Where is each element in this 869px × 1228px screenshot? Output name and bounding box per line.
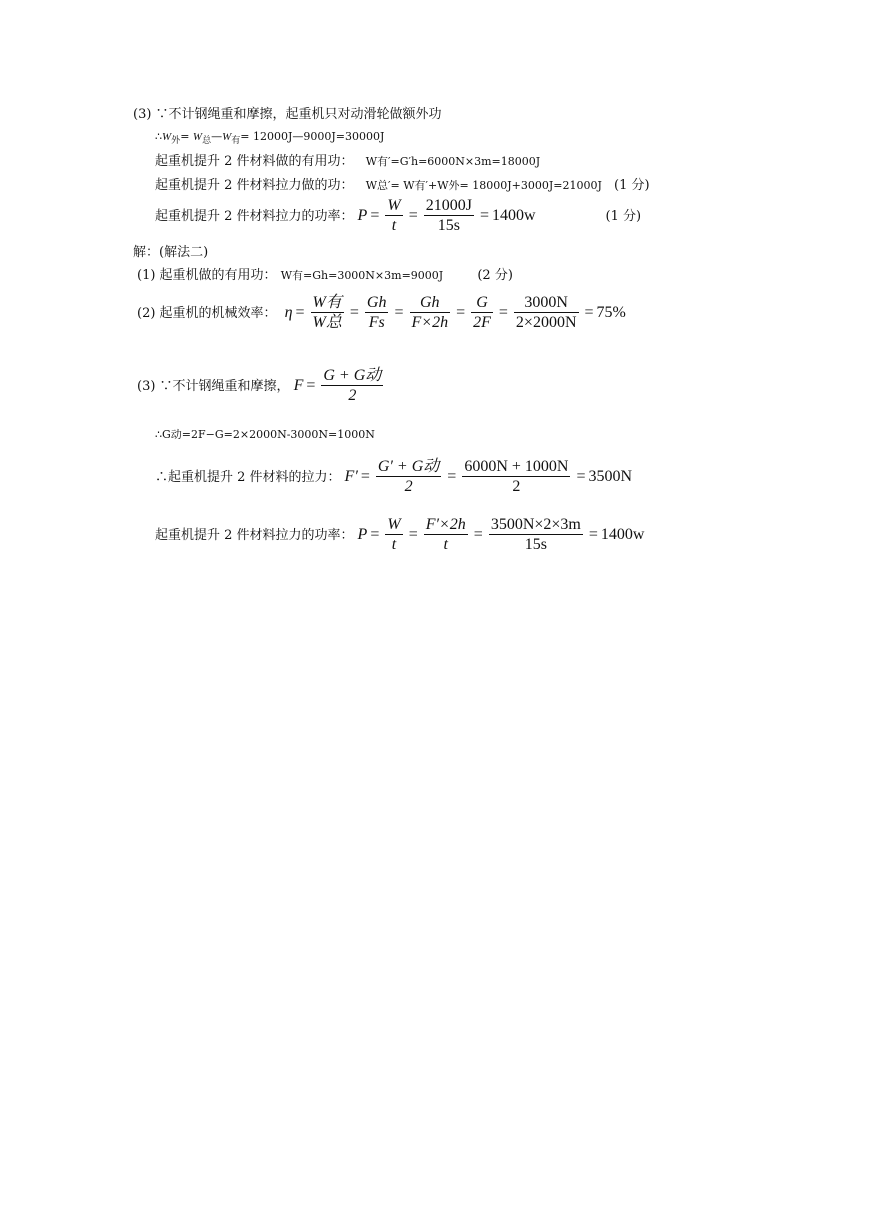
numerator: 3000N <box>514 295 579 313</box>
pull-force-line <box>155 459 632 495</box>
pull-label: ∴起重机提升 2 件材料的拉力： <box>155 469 341 485</box>
equals: = <box>456 304 466 321</box>
total-work-2-line <box>155 179 650 192</box>
minus: — <box>211 130 223 143</box>
fraction-3 <box>410 295 451 331</box>
equals: = <box>349 304 359 321</box>
equals: = <box>370 526 380 543</box>
sol2-part2-line <box>137 295 626 331</box>
denominator: Fs <box>368 314 385 331</box>
power-2-line <box>155 198 641 234</box>
equals: = <box>447 468 457 485</box>
score-mark: (2 分) <box>477 268 513 283</box>
sol2-part1-line <box>137 269 513 282</box>
equals: = <box>588 526 598 543</box>
sol1-part3-heading <box>133 108 442 121</box>
denominator: t <box>391 536 397 553</box>
pull-result: 3500N <box>588 468 633 485</box>
sub-extra: 外 <box>171 136 181 146</box>
equals: = <box>576 468 586 485</box>
denominator: t <box>391 217 397 234</box>
extra-work-value: = 12000J—9000J=30000J <box>240 130 385 143</box>
sol2-part3-line <box>137 368 386 404</box>
part1-expr: W有=Gh=3000N×3m=9000J <box>280 269 444 282</box>
sub-useful: 有 <box>231 136 241 146</box>
numerator: G <box>471 295 493 313</box>
equals: = <box>584 304 594 321</box>
numerator: W <box>387 516 401 533</box>
heading-text: (3) ∵不计钢绳重和摩擦，起重机只对动滑轮做额外功 <box>133 107 442 122</box>
w-symbol: W <box>222 131 232 143</box>
denominator: W总 <box>312 314 342 331</box>
fraction-1 <box>376 459 441 495</box>
fraction-4 <box>471 295 493 331</box>
eta-symbol: η <box>284 304 293 321</box>
f-prime-symbol: F′ <box>344 468 358 485</box>
fraction-3 <box>489 517 583 553</box>
denominator: t <box>443 536 448 553</box>
gdong-line <box>155 429 375 440</box>
numerator: 6000N + 1000N <box>464 458 569 475</box>
fraction-1 <box>385 517 402 553</box>
total-work-2-label: 起重机提升 2 件材料拉力做的功： <box>155 178 354 193</box>
fraction-f <box>321 368 383 404</box>
denominator: 2 <box>404 478 413 495</box>
denominator: 15s <box>437 217 460 234</box>
numerator: Gh <box>410 295 451 313</box>
power-2-result: 1400w <box>491 207 536 224</box>
part2-label: (2) 起重机的机械效率： <box>137 305 277 321</box>
power-result: 1400w <box>600 526 645 543</box>
score-mark: (1 分) <box>614 178 650 193</box>
equals: = <box>498 304 508 321</box>
part1-label: (1) 起重机做的有用功： <box>137 268 277 283</box>
equals: = <box>370 207 380 224</box>
denominator: 2F <box>473 314 491 331</box>
fraction-1 <box>311 295 344 331</box>
equals: = <box>408 207 418 224</box>
numerator: 21000J <box>425 197 472 214</box>
sub-total: 总 <box>202 136 212 146</box>
fraction-w-over-t <box>385 198 402 234</box>
equals: = <box>360 468 370 485</box>
fraction-2 <box>462 459 570 495</box>
fraction-values <box>424 198 474 234</box>
fraction-5 <box>514 295 579 331</box>
numerator: F′×2h <box>425 516 466 533</box>
part3-label: (3) ∵不计钢绳重和摩擦， <box>137 378 290 394</box>
efficiency-result: 75% <box>596 304 626 321</box>
denominator: 15s <box>524 536 547 553</box>
power-2-label: 起重机提升 2 件材料拉力的功率： <box>155 208 354 224</box>
sol2-heading-text: 解：(解法二) <box>133 245 209 260</box>
numerator: Gh <box>366 294 387 311</box>
power-label: 起重机提升 2 件材料拉力的功率： <box>155 527 354 543</box>
score-mark: (1 分) <box>605 208 642 224</box>
p-symbol: P <box>357 207 368 224</box>
useful-work-2-line <box>155 155 540 168</box>
w-symbol: W <box>192 131 203 143</box>
fraction-2 <box>424 517 468 553</box>
numerator: 3500N×2×3m <box>490 516 581 533</box>
total-work-2-expr: W总′= W有′+W外= 18000J+3000J=21000J <box>365 179 602 192</box>
fraction-2 <box>365 295 389 331</box>
equals: = <box>180 130 190 143</box>
sol2-power-line <box>155 517 644 553</box>
therefore-symbol: ∴ <box>155 130 162 143</box>
numerator: W有 <box>312 294 342 311</box>
useful-work-2-expr: W有′=G′h=6000N×3m=18000J <box>365 155 541 168</box>
w-symbol: W <box>162 131 172 143</box>
denominator: F×2h <box>411 314 449 331</box>
equals: = <box>479 207 489 224</box>
numerator: G + G动 <box>323 367 382 384</box>
denominator: 2×2000N <box>515 314 577 331</box>
useful-work-2-label: 起重机提升 2 件材料做的有用功： <box>155 154 354 169</box>
extra-work-line <box>155 130 385 146</box>
sol2-heading <box>133 246 208 259</box>
numerator: W <box>387 197 401 214</box>
numerator: G′ + G动 <box>377 458 440 475</box>
gdong-expr: ∴G动=2F−G=2×2000N-3000N=1000N <box>155 428 375 441</box>
equals: = <box>306 377 316 394</box>
equals: = <box>473 526 483 543</box>
equals: = <box>295 304 305 321</box>
denominator: 2 <box>348 387 357 404</box>
p-symbol: P <box>357 526 368 543</box>
denominator: 2 <box>512 478 521 495</box>
equals: = <box>394 304 404 321</box>
f-symbol: F <box>293 377 304 394</box>
equals: = <box>408 526 418 543</box>
